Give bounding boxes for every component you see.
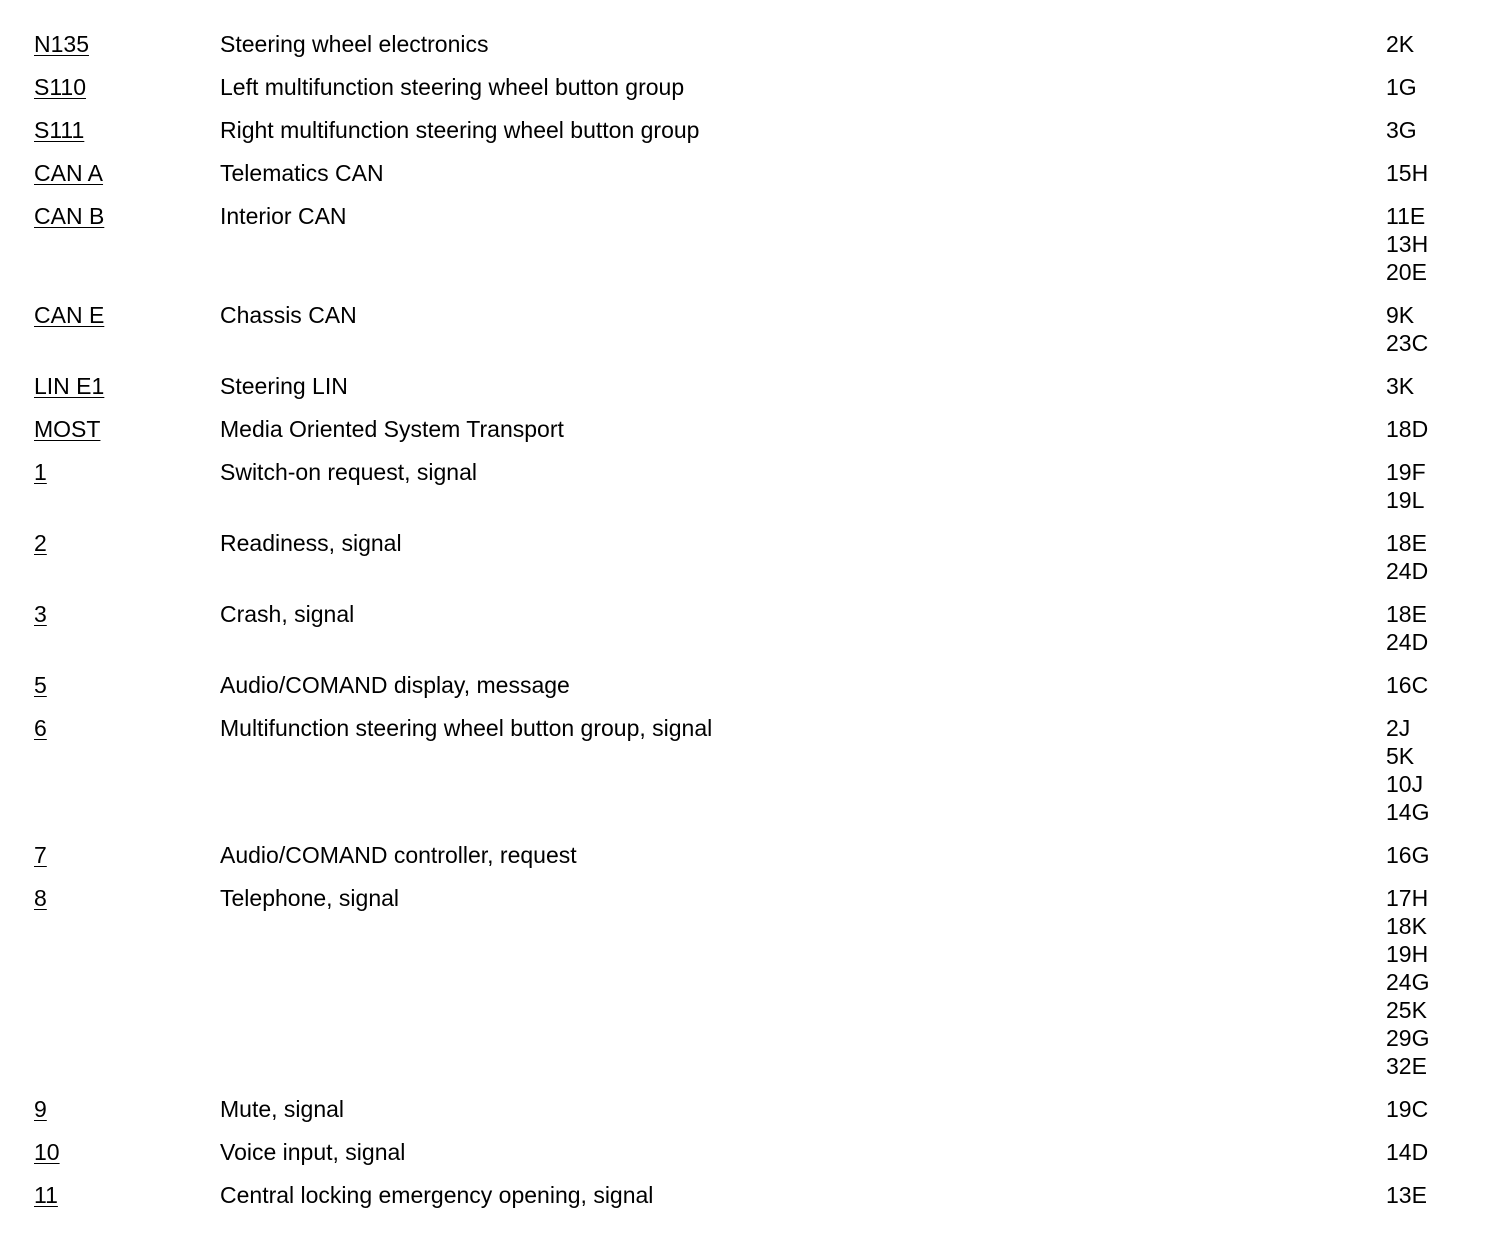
legend-row xyxy=(34,1095,1474,1123)
grid-references xyxy=(1386,714,1429,826)
grid-reference: 19L xyxy=(1386,487,1425,513)
component-code-link[interactable]: 5 xyxy=(34,672,47,698)
legend-row xyxy=(34,73,1474,101)
component-description: Voice input, signal xyxy=(220,1139,406,1165)
component-code-link[interactable]: MOST xyxy=(34,416,101,442)
grid-references xyxy=(1386,458,1426,514)
grid-reference: 29G xyxy=(1386,1025,1430,1051)
grid-reference: 16C xyxy=(1386,672,1429,698)
grid-reference: 18D xyxy=(1386,416,1429,442)
grid-reference: 25K xyxy=(1386,997,1427,1023)
legend-row xyxy=(34,458,1474,514)
component-description: Multifunction steering wheel button group, signal xyxy=(220,715,713,741)
component-description: Right multifunction steering wheel button group xyxy=(220,117,700,143)
component-code-link[interactable]: 2 xyxy=(34,530,47,556)
component-description: Mute, signal xyxy=(220,1096,345,1122)
grid-reference: 19C xyxy=(1386,1096,1429,1122)
grid-reference: 5K xyxy=(1386,743,1415,769)
grid-reference: 20E xyxy=(1386,259,1427,285)
component-code-link[interactable]: 10 xyxy=(34,1139,60,1165)
component-code-link[interactable]: 11 xyxy=(34,1182,58,1208)
grid-reference: 9K xyxy=(1386,302,1415,328)
component-code-link[interactable]: N135 xyxy=(34,31,89,57)
component-description: Telematics CAN xyxy=(220,160,384,186)
grid-references xyxy=(1386,202,1428,286)
grid-reference: 19H xyxy=(1386,941,1429,967)
grid-reference: 18E xyxy=(1386,530,1427,556)
component-code-link[interactable]: S110 xyxy=(34,74,87,100)
grid-reference: 14G xyxy=(1386,799,1430,825)
legend-row xyxy=(34,671,1474,699)
grid-reference: 13E xyxy=(1386,1182,1427,1208)
grid-references xyxy=(1386,600,1428,656)
component-code-link[interactable]: 6 xyxy=(34,715,47,741)
grid-reference: 1G xyxy=(1386,74,1417,100)
grid-reference: 10J xyxy=(1386,771,1424,797)
grid-references xyxy=(1386,671,1428,699)
grid-reference: 15H xyxy=(1386,160,1429,186)
component-description: Switch-on request, signal xyxy=(220,459,477,485)
component-description: Readiness, signal xyxy=(220,530,402,556)
grid-reference: 19F xyxy=(1386,459,1426,485)
grid-reference: 18K xyxy=(1386,913,1427,939)
grid-reference: 11E xyxy=(1386,203,1426,229)
component-code-link[interactable]: 1 xyxy=(34,459,47,485)
component-code-link[interactable]: 3 xyxy=(34,601,47,627)
grid-reference: 3K xyxy=(1386,373,1415,399)
component-description: Steering LIN xyxy=(220,373,348,399)
component-code-link[interactable]: CAN A xyxy=(34,160,104,186)
grid-references xyxy=(1386,30,1414,58)
grid-references xyxy=(1386,372,1414,400)
legend-row xyxy=(34,1138,1474,1166)
component-description: Media Oriented System Transport xyxy=(220,416,564,442)
grid-reference: 23C xyxy=(1386,330,1429,356)
grid-reference: 16G xyxy=(1386,842,1430,868)
component-description: Left multifunction steering wheel button group xyxy=(220,74,685,100)
component-description: Audio/COMAND display, message xyxy=(220,672,570,698)
grid-references xyxy=(1386,884,1429,1080)
component-description: Chassis CAN xyxy=(220,302,357,328)
component-description: Telephone, signal xyxy=(220,885,400,911)
grid-reference: 18E xyxy=(1386,601,1427,627)
legend-row xyxy=(34,841,1474,869)
component-code-link[interactable]: 8 xyxy=(34,885,47,911)
component-code-link[interactable]: 7 xyxy=(34,842,47,868)
legend-row xyxy=(34,415,1474,443)
component-description: Audio/COMAND controller, request xyxy=(220,842,577,868)
component-code-link[interactable]: LIN E1 xyxy=(34,373,105,399)
grid-references xyxy=(1386,73,1417,101)
component-code-link[interactable]: S111 xyxy=(34,117,85,143)
component-description: Central locking emergency opening, signal xyxy=(220,1182,654,1208)
grid-reference: 2J xyxy=(1386,715,1411,741)
grid-references xyxy=(1386,159,1428,187)
component-code-link[interactable]: 9 xyxy=(34,1096,47,1122)
grid-references xyxy=(1386,1138,1428,1166)
grid-reference: 2K xyxy=(1386,31,1415,57)
legend-row xyxy=(34,529,1474,585)
component-code-link[interactable]: CAN B xyxy=(34,203,105,229)
grid-references xyxy=(1386,529,1428,585)
grid-references xyxy=(1386,841,1429,869)
grid-reference: 14D xyxy=(1386,1139,1429,1165)
legend-row xyxy=(34,301,1474,357)
grid-references xyxy=(1386,301,1428,357)
grid-reference: 24G xyxy=(1386,969,1430,995)
component-description: Interior CAN xyxy=(220,203,347,229)
grid-reference: 17H xyxy=(1386,885,1429,911)
grid-references xyxy=(1386,1181,1427,1209)
grid-references xyxy=(1386,116,1417,144)
legend-row xyxy=(34,884,1474,1080)
grid-references xyxy=(1386,415,1428,443)
legend-row xyxy=(34,30,1474,58)
legend-row xyxy=(34,116,1474,144)
grid-reference: 13H xyxy=(1386,231,1429,257)
component-description: Crash, signal xyxy=(220,601,355,627)
component-code-link[interactable]: CAN E xyxy=(34,302,105,328)
grid-reference: 24D xyxy=(1386,629,1429,655)
grid-reference: 24D xyxy=(1386,558,1429,584)
legend-row xyxy=(34,372,1474,400)
grid-reference: 3G xyxy=(1386,117,1417,143)
legend-row xyxy=(34,159,1474,187)
legend-row xyxy=(34,202,1474,286)
legend-row xyxy=(34,600,1474,656)
component-legend xyxy=(34,30,1474,1224)
grid-references xyxy=(1386,1095,1428,1123)
component-description: Steering wheel electronics xyxy=(220,31,489,57)
legend-row xyxy=(34,1181,1474,1209)
legend-row xyxy=(34,714,1474,826)
grid-reference: 32E xyxy=(1386,1053,1427,1079)
